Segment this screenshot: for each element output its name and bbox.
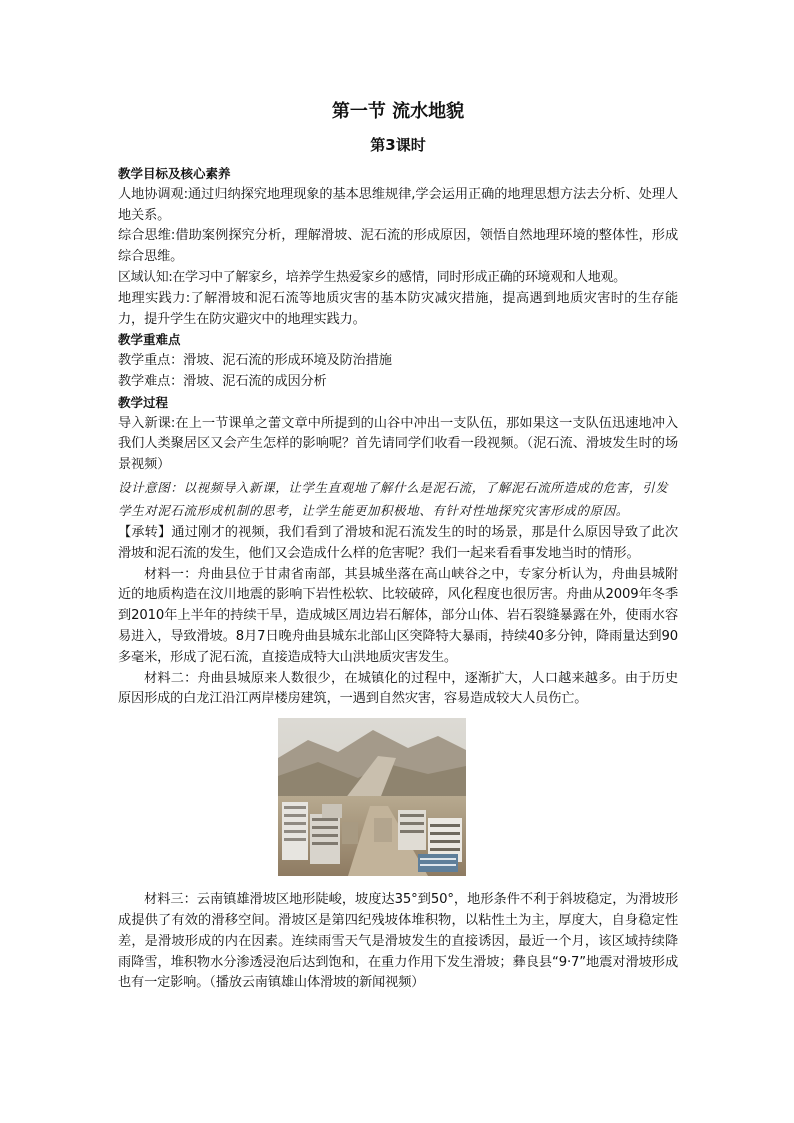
town-photo-illustration — [278, 718, 466, 876]
objective-paragraph-1: 人地协调观:通过归纳探究地理现象的基本思维规律,学会运用正确的地理思想方法去分析、处理人地关系。 — [118, 186, 678, 223]
photo-container — [118, 718, 678, 878]
objective-paragraph-2: 综合思维:借助案例探究分析，理解滑坡、泥石流的形成原因，领悟自然地理环境的整体性，形成综合思维。 — [118, 228, 678, 265]
objective-paragraph-3: 区域认知:在学习中了解家乡，培养学生热爱家乡的感情，同时形成正确的环境观和人地观。 — [118, 269, 626, 285]
key-points-heading: 教学重难点 — [118, 332, 181, 348]
design-intent-paragraph: 设计意图：以视频导入新课，让学生直观地了解什么是泥石流，了解泥石流所造成的危害，引发学生对泥石流形成机制的思考，让学生能更加积极地、有针对性地探究灾害形成的原因。 — [118, 479, 669, 519]
material-two-paragraph: 材料二：舟曲县城原来人数很少，在城镇化的过程中，逐渐扩大，人口越来越多。由于历史原因形成的白龙江沿江两岸楼房建筑，一遇到自然灾害，容易造成较大人员伤亡。 — [118, 670, 678, 707]
objective-paragraph-4: 地理实践力:了解滑坡和泥石流等地质灾害的基本防灾减灾措施，提高遇到地质灾害时的生存能力，提升学生在防灾避灾中的地理实践力。 — [118, 290, 678, 327]
intro-paragraph: 导入新课:在上一节课单之蕾文章中所提到的山谷中冲出一支队伍，那如果这一支队伍迅速地冲入我们人类聚居区又会产生怎样的影响呢？首先请同学们收看一段视频。（泥石流、滑坡发生时的场景视频） — [118, 415, 678, 473]
page-title: 第一节 流水地貌 — [331, 101, 465, 122]
transition-paragraph: 【承转】通过刚才的视频，我们看到了滑坡和泥石流发生的时的场景，那是什么原因导致了此次滑坡和泥石流的发生，他们又会造成什么样的危害呢？我们一起来看看事发地当时的情形。 — [118, 524, 678, 561]
objectives-heading: 教学目标及核心素养 — [118, 166, 231, 181]
disaster-town-photo — [278, 718, 466, 876]
teaching-focus: 教学重点：滑坡、泥石流的形成环境及防治措施 — [118, 353, 392, 369]
process-heading: 教学过程 — [118, 394, 169, 410]
teaching-difficulty: 教学难点：滑坡、泥石流的成因分析 — [118, 373, 327, 389]
material-one-paragraph: 材料一：舟曲县位于甘肃省南部，其县城坐落在高山峡谷之中，专家分析认为，舟曲县城附近的地质构造在汶川地震的影响下岩性松软、比较破碎，风化程度也很厉害。舟曲从2009年冬季到2010年上半年的持续干旱，造成城区周边岩石解体，部分山体、岩石裂缝暴露在外，使雨水容易进入，导致滑坡。8月7日晚舟曲县城东北部山区突降特大暴雨，持续40多分钟，降雨量达到90多毫米，形成了泥石流，直接造成特大山洪地质灾害发生。 — [118, 566, 678, 665]
document-page — [118, 100, 678, 994]
material-three-paragraph: 材料三：云南镇雄滑坡区地形陡峻，坡度达35°到50°，地形条件不利于斜坡稳定，为滑坡形成提供了有效的滑移空间。滑坡区是第四纪残坡体堆积物，以粘性土为主，厚度大，自身稳定性差，是滑坡形成的内在因素。连续雨雪天气是滑坡发生的直接诱因，最近一个月，该区域持续降雨降雪，堆积物水分渗透浸泡后达到饱和，在重力作用下发生滑坡；彝良县“9·7”地震对滑坡形成也有一定影响。（播放云南镇雄山体滑坡的新闻视频） — [118, 892, 678, 991]
page-subtitle: 第3课时 — [370, 136, 426, 154]
